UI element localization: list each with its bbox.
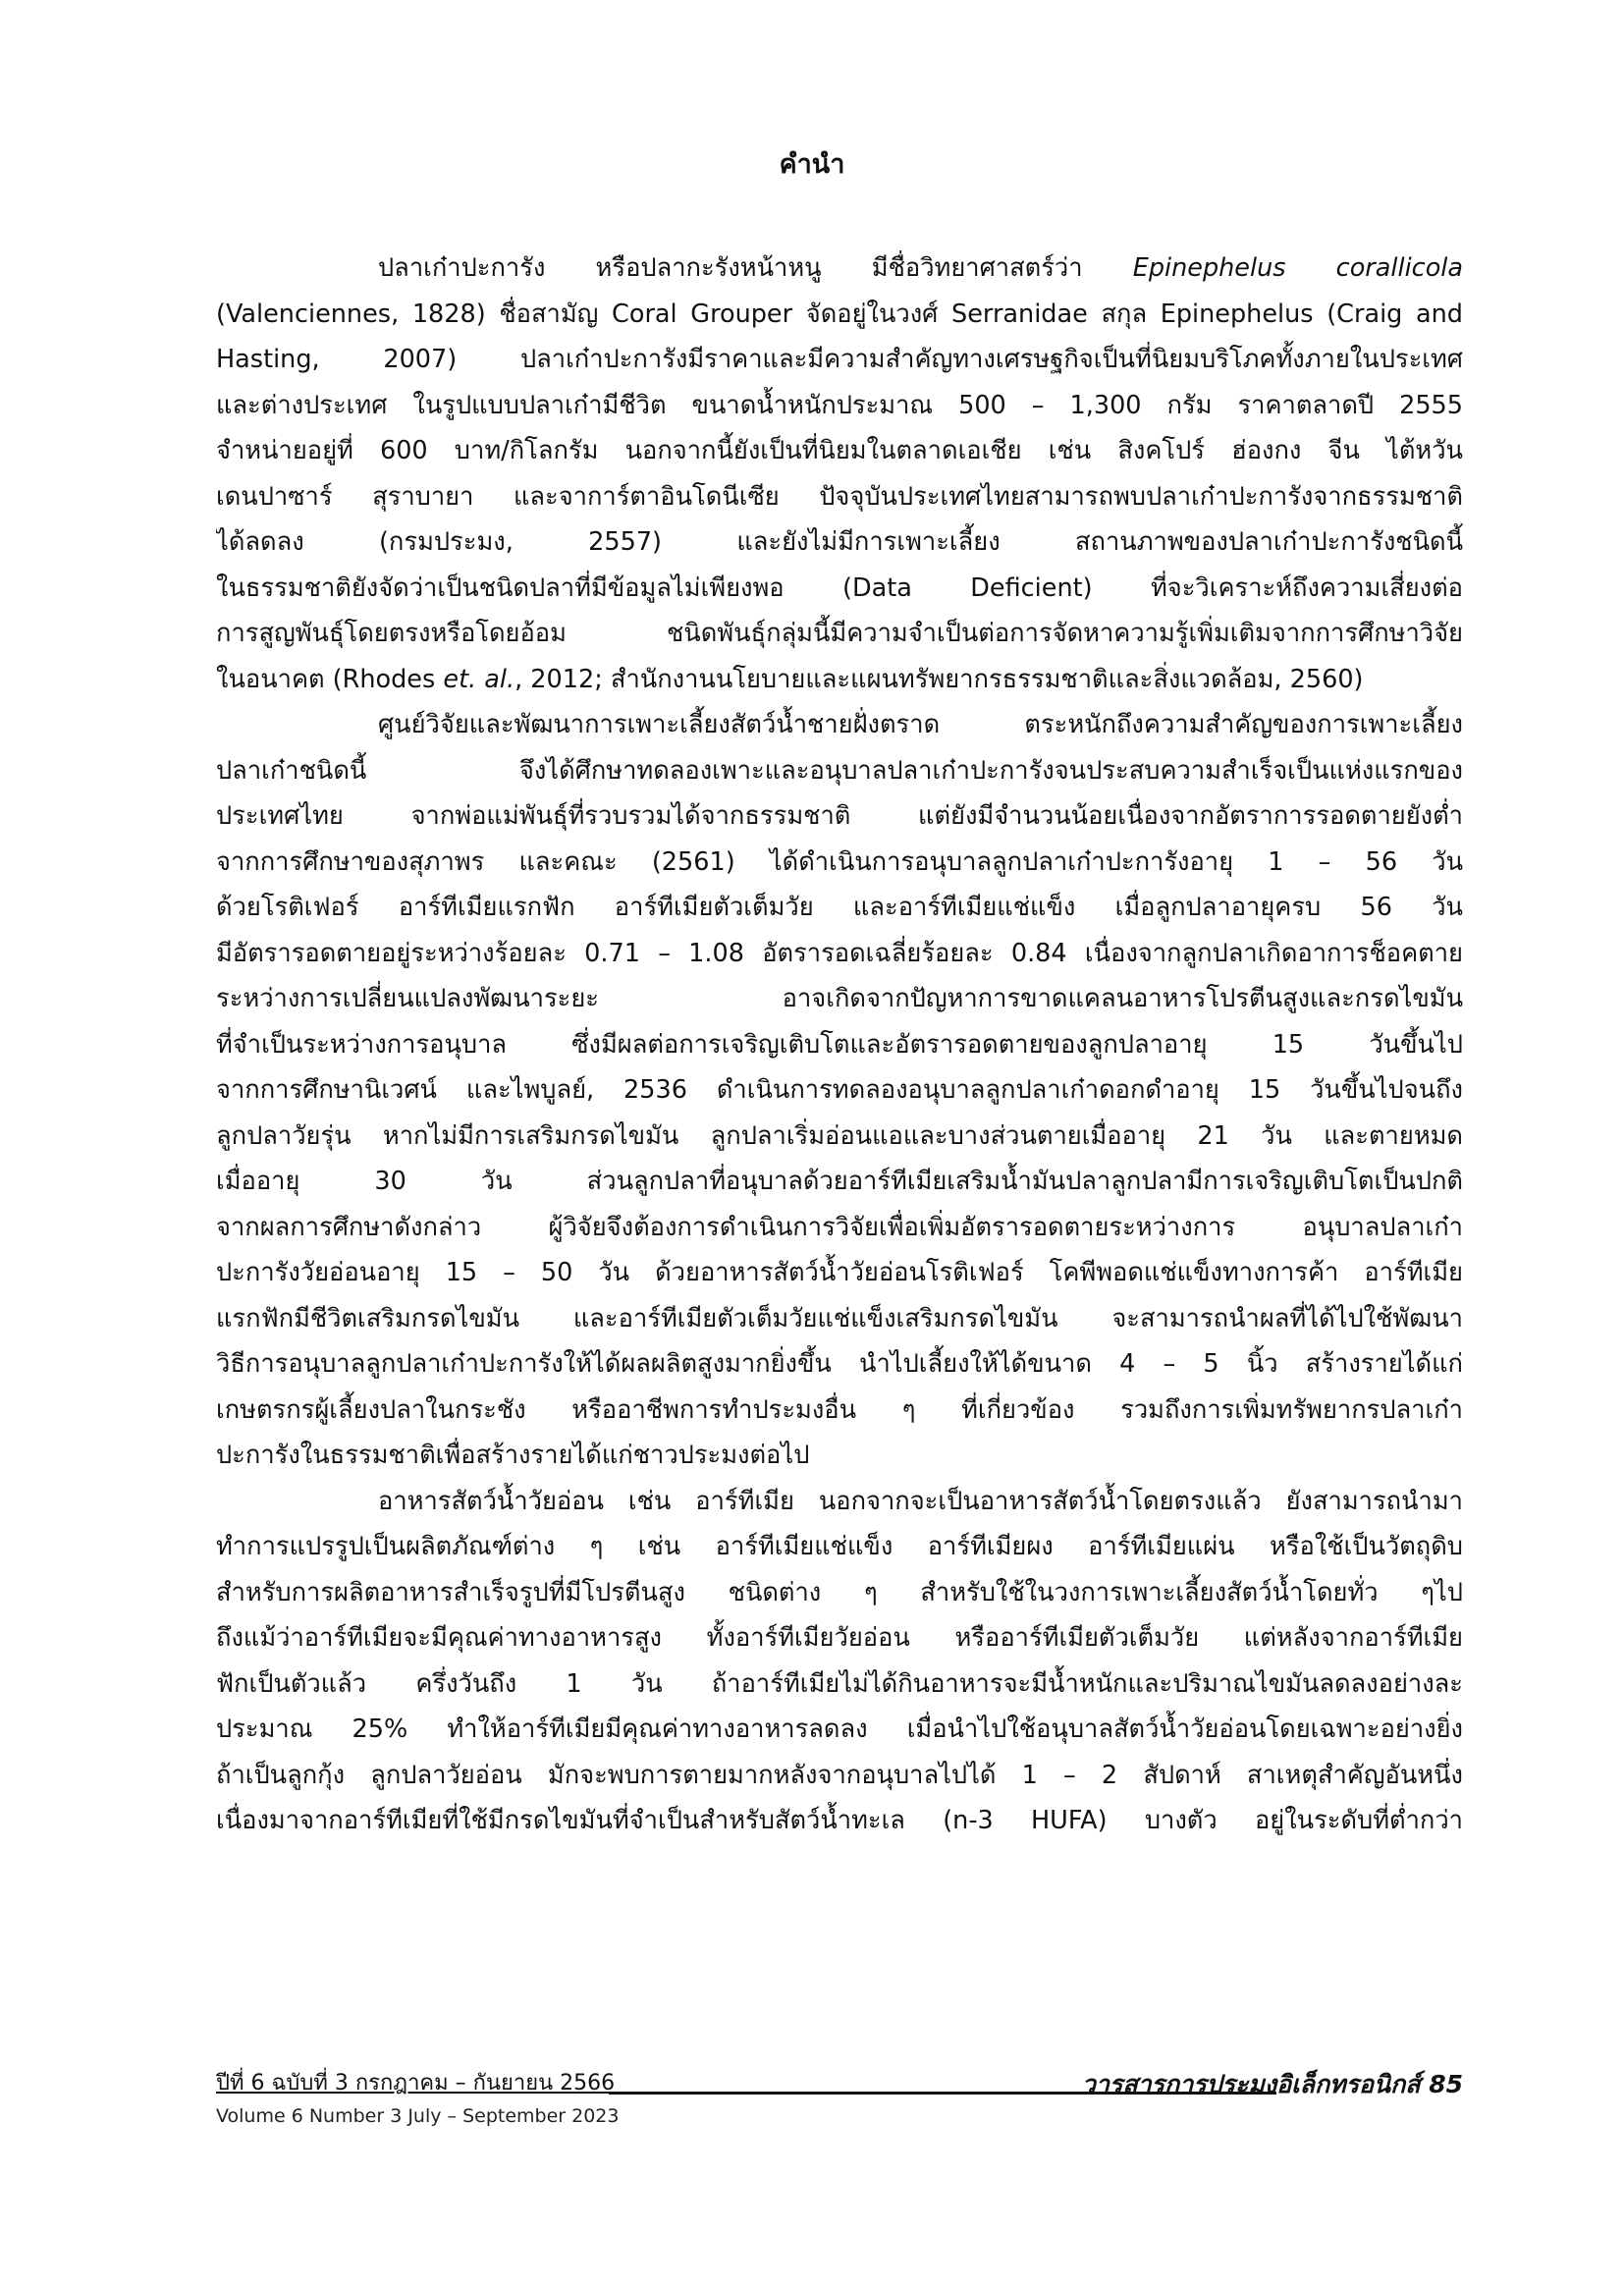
- text-line: เกษตรกรผู้เลี้ยงปลาในกระชัง หรืออาชีพการทำประมงอื่น ๆ ที่เกี่ยวข้อง รวมถึงการเพิ่มทรัพยากรปลาเก๋า: [216, 1394, 1463, 1425]
- text-line: จากการศึกษาของสุภาพร และคณะ (2561) ได้ดำเนินการอนุบาลลูกปลาเก๋าปะการังอายุ 1 – 56 วัน: [216, 846, 1463, 877]
- text-line: (Valenciennes, 1828) ชื่อสามัญ Coral Grouper จัดอยู่ในวงศ์ Serranidae สกุล Epinephelus (Craig and: [216, 299, 1463, 329]
- text-line: ด้วยโรติเฟอร์ อาร์ทีเมียแรกฟัก อาร์ทีเมียตัวเต็มวัย และอาร์ทีเมียแช่แข็ง เมื่อลูกปลาอายุครบ 56 วัน: [216, 893, 1463, 922]
- text-line: มีอัตรารอดตายอยู่ระหว่างร้อยละ 0.71 – 1.08 อัตรารอดเฉลี่ยร้อยละ 0.84 เนื่องจากลูกปลาเกิดอาการช็อคตาย: [216, 938, 1463, 968]
- species-name: Epinephelus corallicola: [1132, 253, 1463, 283]
- text-line: จากผลการศึกษาดังกล่าว ผู้วิจัยจึงต้องการดำเนินการวิจัยเพื่อเพิ่มอัตรารอดตายระหว่างการ อนุบาลปลาเก๋า: [216, 1212, 1463, 1242]
- text-line: ปะการังในธรรมชาติเพื่อสร้างรายได้แก่ชาวประมงต่อไป: [216, 1441, 810, 1470]
- text-span: , 2012; สำนักงานนโยบายและแผนทรัพยากรธรรมชาติและสิ่งแวดล้อม, 2560): [514, 664, 1364, 694]
- citation-etal: et. al.: [443, 664, 515, 694]
- text-line: ถึงแม้ว่าอาร์ทีเมียจะมีคุณค่าทางอาหารสูง ทั้งอาร์ทีเมียวัยอ่อน หรืออาร์ทีเมียตัวเต็มวัย แต่หลังจากอาร์ทีเมีย: [216, 1623, 1463, 1653]
- text-line: ได้ลดลง (กรมประมง, 2557) และยังไม่มีการเพาะเลี้ยง สถานภาพของปลาเก๋าปะการังชนิดนี้: [216, 527, 1463, 557]
- text-line: ทำการแปรรูปเป็นผลิตภัณฑ์ต่าง ๆ เช่น อาร์ทีเมียแช่แข็ง อาร์ทีเมียผง อาร์ทีเมียแผ่น หรือใช้เป็นวัตถุดิบ: [216, 1532, 1463, 1561]
- paragraph-2: [216, 702, 1463, 1479]
- text-line: ถ้าเป็นลูกกุ้ง ลูกปลาวัยอ่อน มักจะพบการตายมากหลังจากอนุบาลไปได้ 1 – 2 สัปดาห์ สาเหตุสำคัญอันหนึ่ง: [216, 1760, 1463, 1790]
- text-span: ปลาเก๋าปะการัง หรือปลากะรังหน้าหนู มีชื่อวิทยาศาสตร์ว่า: [378, 253, 1133, 283]
- text-line: ปลาเก๋าชนิดนี้ จึงได้ศึกษาทดลองเพาะและอนุบาลปลาเก๋าปะการังจนประสบความสำเร็จเป็นแห่งแรกของ: [216, 755, 1463, 786]
- text-line: ที่จำเป็นระหว่างการอนุบาล ซึ่งมีผลต่อการเจริญเติบโตและอัตรารอดตายของลูกปลาอายุ 15 วันขึ้นไป: [216, 1029, 1463, 1060]
- journal-name-page-number: วารสารการประมงอิเล็กทรอนิกส์ 85: [1081, 2070, 1463, 2098]
- text-line: เมื่ออายุ 30 วัน ส่วนลูกปลาที่อนุบาลด้วยอาร์ทีเมียเสริมน้ำมันปลาลูกปลามีการเจริญเติบโตเป็นปกติ: [216, 1167, 1463, 1196]
- text-line: เดนปาซาร์ สุราบายา และจาการ์ตาอินโดนีเซีย ปัจจุบันประเทศไทยสามารถพบปลาเก๋าปะการังจากธรรมชาติ: [216, 481, 1463, 512]
- text-line: จำหน่ายอยู่ที่ 600 บาท/กิโลกรัม นอกจากนี้ยังเป็นที่นิยมในตลาดเอเชีย เช่น สิงคโปร์ ฮ่องกง จีน ไต้หวัน: [216, 436, 1463, 465]
- text-span: ในอนาคต (Rhodes: [216, 664, 444, 694]
- text-line: ปะการังวัยอ่อนอายุ 15 – 50 วัน ด้วยอาหารสัตว์น้ำวัยอ่อนโรติเฟอร์ โคพีพอดแช่แข็งทางการค้า อาร์ทีเมีย: [216, 1258, 1463, 1287]
- text-line: ฟักเป็นตัวแล้ว ครึ่งวันถึง 1 วัน ถ้าอาร์ทีเมียไม่ได้กินอาหารจะมีน้ำหนักและปริมาณไขมันลดลงอย่างละ: [216, 1668, 1463, 1699]
- text-line: [216, 245, 1463, 292]
- issue-info-english: Volume 6 Number 3 July – September 2023: [216, 2105, 620, 2127]
- page-title: คำนำ: [779, 149, 845, 180]
- text-line: อาหารสัตว์น้ำวัยอ่อน เช่น อาร์ทีเมีย นอกจากจะเป็นอาหารสัตว์น้ำโดยตรงแล้ว ยังสามารถนำมา: [378, 1486, 1463, 1516]
- page-footer: [216, 2070, 1463, 2129]
- text-line: ประมาณ 25% ทำให้อาร์ทีเมียมีคุณค่าทางอาหารลดลง เมื่อนำไปใช้อนุบาลสัตว์น้ำวัยอ่อนโดยเฉพาะอย่างยิ่ง: [216, 1714, 1463, 1744]
- document-body: [216, 245, 1463, 1844]
- text-line: เนื่องมาจากอาร์ทีเมียที่ใช้มีกรดไขมันที่จำเป็นสำหรับสัตว์น้ำทะเล (n-3 HUFA) บางตัว อยู่ในระดับที่ต่ำกว่า: [216, 1806, 1463, 1835]
- text-line: การสูญพันธุ์โดยตรงหรือโดยอ้อม ชนิดพันธุ์กลุ่มนี้มีความจำเป็นต่อการจัดหาความรู้เพิ่มเติมจากการศึกษาวิจัย: [216, 619, 1463, 648]
- paragraph-1: [216, 245, 1463, 702]
- text-line: ศูนย์วิจัยและพัฒนาการเพาะเลี้ยงสัตว์น้ำชายฝั่งตราด ตระหนักถึงความสำคัญของการเพาะเลี้ยง: [378, 710, 1463, 739]
- text-line: Hasting, 2007) ปลาเก๋าปะการังมีราคาและมีความสำคัญทางเศรษฐกิจเป็นที่นิยมบริโภคทั้งภายในประเทศ: [216, 345, 1463, 374]
- issue-info-thai: ปีที่ 6 ฉบับที่ 3 กรกฎาคม – กันยายน 2566: [216, 2071, 616, 2096]
- text-line: ระหว่างการเปลี่ยนแปลงพัฒนาระยะ อาจเกิดจากปัญหาการขาดแคลนอาหารโปรตีนสูงและกรดไขมัน: [216, 984, 1463, 1013]
- text-line: วิธีการอนุบาลลูกปลาเก๋าปะการังให้ได้ผลผลิตสูงมากยิ่งขึ้น นำไปเลี้ยงให้ได้ขนาด 4 – 5 นิ้ว สร้างรายได้แก่: [216, 1349, 1463, 1379]
- text-line: ลูกปลาวัยรุ่น หากไม่มีการเสริมกรดไขมัน ลูกปลาเริ่มอ่อนแอและบางส่วนตายเมื่ออายุ 21 วัน และตายหมด: [216, 1120, 1463, 1151]
- text-line: ประเทศไทย จากพ่อแม่พันธุ์ที่รวบรวมได้จากธรรมชาติ แต่ยังมีจำนวนน้อยเนื่องจากอัตราการรอดตายยังต่ำ: [216, 801, 1463, 831]
- text-line: สำหรับการผลิตอาหารสำเร็จรูปที่มีโปรตีนสูง ชนิดต่าง ๆ สำหรับใช้ในวงการเพาะเลี้ยงสัตว์น้ำโดยทั่ว ๆไป: [216, 1577, 1463, 1607]
- text-line: จากการศึกษานิเวศน์ และไพบูลย์, 2536 ดำเนินการทดลองอนุบาลลูกปลาเก๋าดอกดำอายุ 15 วันขึ้นไปจนถึง: [216, 1075, 1463, 1105]
- paragraph-3: [216, 1479, 1463, 1844]
- text-line: แรกฟักมีชีวิตเสริมกรดไขมัน และอาร์ทีเมียตัวเต็มวัยแช่แข็งเสริมกรดไขมัน จะสามารถนำผลที่ได้ไปใช้พัฒนา: [216, 1303, 1463, 1334]
- text-line: และต่างประเทศ ในรูปแบบปลาเก๋ามีชีวิต ขนาดน้ำหนักประมาณ 500 – 1,300 กรัม ราคาตลาดปี 2555: [216, 390, 1463, 420]
- text-line: [216, 657, 1463, 703]
- text-line: ในธรรมชาติยังจัดว่าเป็นชนิดปลาที่มีข้อมูลไม่เพียงพอ (Data Deficient) ที่จะวิเคราะห์ถึงความเสี่ยงต่อ: [216, 572, 1463, 603]
